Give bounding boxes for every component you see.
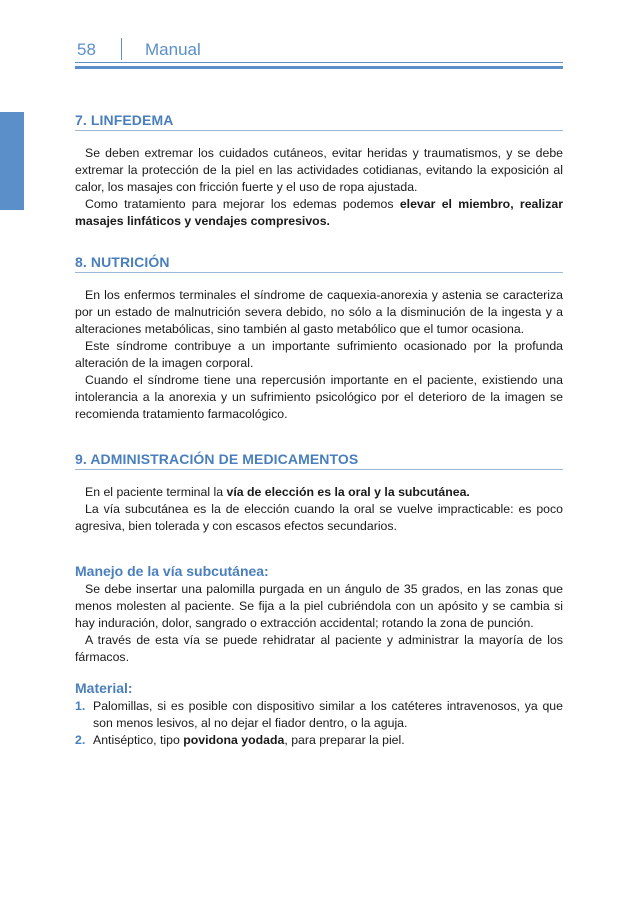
subsection-body-manejo — [75, 581, 563, 666]
section-title-nutricion: 8. NUTRICIÓN — [75, 254, 563, 273]
list-number: 1. — [75, 699, 86, 713]
section-body-administracion — [75, 484, 563, 535]
list-item — [75, 698, 563, 732]
paragraph: Se debe insertar una palomilla purgada en un ángulo de 35 grados, en las zonas que menos molesten al paciente. Se fija a la piel cubriéndola con un apósito y se cambia si hay induración, dolor, sangrado o extracción accidental; rotando la zona de punción. — [75, 582, 563, 630]
paragraph — [75, 484, 563, 501]
section-body-nutricion — [75, 287, 563, 423]
side-color-tab — [0, 112, 24, 210]
page-header — [75, 38, 563, 68]
section-title-linfedema: 7. LINFEDEMA — [75, 112, 563, 131]
page-content — [75, 112, 563, 749]
paragraph: Se deben extremar los cuidados cutáneos, evitar heridas y traumatismos, y se debe extremar la protección de la piel en las actividades cotidianas, evitando la exposición al calor, los masajes con fricción fuerte y el uso de ropa ajustada. — [75, 146, 563, 194]
paragraph: En los enfermos terminales el síndrome de caquexia-anorexia y astenia se caracteriza por un estado de malnutrición severa debido, no sólo a la disminución de la ingesta y a alteraciones metabólicas, sino también al gasto metabólico que el tumor ocasiona. — [75, 288, 563, 336]
subsection-title-material: Material: — [75, 680, 133, 696]
list-item — [75, 732, 563, 749]
paragraph: A través de esta vía se puede rehidratar al paciente y administrar la mayoría de los fármacos. — [75, 633, 563, 664]
list-number: 2. — [75, 733, 86, 747]
list-item-text: , para preparar la piel. — [284, 733, 405, 747]
paragraph: Este síndrome contribuye a un importante sufrimiento ocasionado por la profunda alteración de la imagen corporal. — [75, 339, 563, 370]
subsection-title-manejo: Manejo de la vía subcutánea: — [75, 563, 269, 579]
paragraph: Cuando el síndrome tiene una repercusión importante en el paciente, existiendo una intolerancia a la anorexia y un sufrimiento psicológico por el deterioro de la imagen se recomienda tratamiento farmacológico. — [75, 373, 563, 421]
list-item-text: Palomillas, si es posible con dispositivo similar a los catéteres intravenosos, ya que son menos lesivos, al no dejar el fiador dentro, o la aguja. — [93, 699, 563, 730]
header-rule — [75, 62, 563, 63]
paragraph-emphasis: elevar el miembro, realizar masajes linfáticos y vendajes compresivos. — [75, 197, 563, 228]
section-body-linfedema — [75, 145, 563, 230]
list-item-emphasis: povidona yodada — [183, 733, 285, 747]
paragraph: La vía subcutánea es la de elección cuando la oral se vuelve impracticable: es poco agresiva, bien tolerada y con escasos efectos secundarios. — [75, 502, 563, 533]
header-separator — [121, 38, 122, 60]
paragraph-text: En el paciente terminal la — [85, 485, 227, 499]
paragraph — [75, 196, 563, 230]
list-item-text: Antiséptico, tipo — [93, 733, 184, 747]
page-number: 58 — [77, 40, 96, 59]
header-rule-thick — [75, 66, 563, 69]
paragraph-emphasis: vía de elección es la oral y la subcutánea. — [226, 485, 470, 499]
paragraph-text: Como tratamiento para mejorar los edemas podemos — [85, 197, 400, 211]
section-title-administracion: 9. ADMINISTRACIÓN DE MEDICAMENTOS — [75, 451, 563, 470]
running-title: Manual — [145, 40, 201, 59]
material-list — [75, 698, 563, 749]
